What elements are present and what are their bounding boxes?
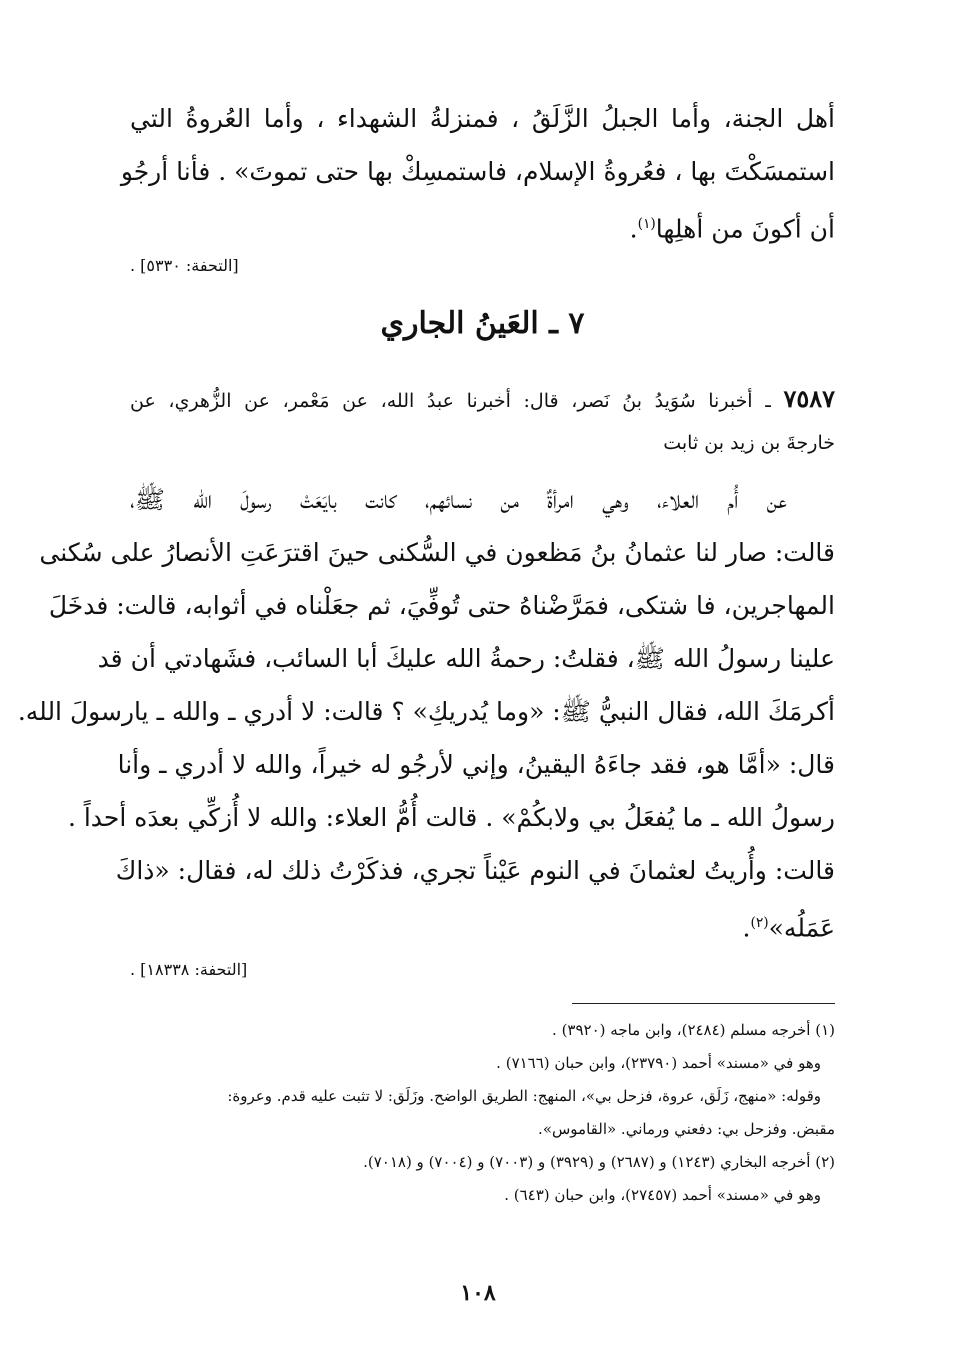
- footnotes: [130, 1014, 835, 1212]
- hadith-body: [17, 473, 835, 954]
- hadith-line: قالت: وأُريتُ لعثمانَ في النوم عَيْناً تجري، فذكَرْتُ ذلك له، فقال: «ذاكَ: [115, 856, 835, 885]
- hadith-line: قالت: صار لنا عثمانُ بنُ مَظعون في السُّكنى حينَ اقترَعَتِ الأنصارُ على سُكنى: [39, 538, 835, 567]
- isnad-line: [130, 378, 835, 422]
- tuhfa-reference-1: [التحفة: ٥٣٣٠] .: [130, 256, 239, 275]
- hadith-number: ٧٥٨٧: [783, 384, 835, 413]
- footnote-ref-1[interactable]: (١): [637, 216, 656, 232]
- footnote-line: (١) أخرجه مسلم (٢٤٨٤)، وابن ماجه (٣٩٢٠) .: [552, 1021, 835, 1039]
- hadith-line: رسولُ الله ـ ما يُفعَلُ بي ولابكُمْ» . قالت أُمُّ العلاء: والله لا أُزكِّي بعدَه أحداً .: [67, 803, 835, 832]
- tuhfa-reference-2: [التحفة: ١٨٣٣٨] .: [130, 960, 248, 979]
- footnote-line: وقوله: «منهج، زَلَق، عروة، فزحل بي»، المنهج: الطريق الواضح. وزَلَق: لا تثبت عليه قدم. وعروة:: [227, 1087, 821, 1105]
- chapter-heading: ٧ ـ العَينُ الجاري: [380, 306, 585, 341]
- paragraph-line: أهل الجنة، وأما الجبلُ الزَّلَقُ ، فمنزلةُ الشهداء ، وأما العُروةُ التي: [130, 104, 835, 133]
- hadith-line: عن أُم العلاء، وهي امرأةٌ من نسائهم، كانت بايَعَتْ رسولَ الله ﷺ،: [130, 485, 787, 514]
- hadith-line-last: [130, 897, 835, 954]
- isnad-line: خارجةَ بن زيد بن ثابت: [663, 432, 835, 454]
- isnad-text: ـ أخبرنا سُوَيدُ بنُ نَصر، قال: أخبرنا عبدُ الله، عن مَعْمر، عن الزُّهري، عن: [130, 390, 771, 412]
- footnote-ref-2[interactable]: (٢): [750, 915, 769, 931]
- footnote-divider: [572, 1003, 835, 1004]
- hadith-line-text: عَمَلُه»: [768, 913, 835, 943]
- hadith-isnad: [130, 378, 835, 464]
- top-paragraph: [120, 92, 835, 255]
- page-number: ١٠٨: [460, 1280, 496, 1306]
- footnote-line: مقبض. وفزحل بي: دفعني ورماني. «القاموس».: [538, 1120, 835, 1138]
- footnote-line: وهو في «مسند» أحمد (٢٣٧٩٠)، وابن حبان (٧١٦٦) .: [496, 1054, 821, 1072]
- hadith-line: المهاجرين، فا شتكى، فمَرَّضْناهُ حتى تُوفِّيَ، ثم جعَلْناه في أثوابه، قالت: فدخَلَ: [48, 591, 835, 620]
- hadith-line: علينا رسولُ الله ﷺ، فقلتُ: رحمةُ الله عليكَ أبا السائب، فشَهادتي أن قد: [97, 644, 835, 673]
- sentence-end: .: [742, 913, 751, 943]
- paragraph-line: استمسَكْتَ بها ، فعُروةُ الإسلام، فاستمسِكْ بها حتى تموتَ» . فأنا أرجُو: [120, 157, 835, 186]
- footnote-line: (٢) أخرجه البخاري (١٢٤٣) و (٢٦٨٧) و (٣٩٢٩) و (٧٠٠٣) و (٧٠٠٤) و (٧٠١٨).: [363, 1153, 835, 1171]
- paragraph-line-last: [130, 198, 835, 255]
- hadith-line: قال: «أمَّا هو، فقد جاءَهُ اليقينُ، وإني لأرجُو له خيراً، والله لا أدري ـ وأنا: [117, 750, 835, 779]
- footnote-line: وهو في «مسند» أحمد (٢٧٤٥٧)، وابن حبان (٦٤٣) .: [504, 1186, 821, 1204]
- sentence-end: .: [629, 214, 638, 244]
- hadith-line: أكرمَكَ الله، فقال النبيُّ ﷺ: «وما يُدريكِ» ؟ قالت: لا أدري ـ والله ـ يارسولَ الله.: [17, 697, 835, 726]
- paragraph-line-text: أن أكونَ من أهلِها: [655, 214, 835, 244]
